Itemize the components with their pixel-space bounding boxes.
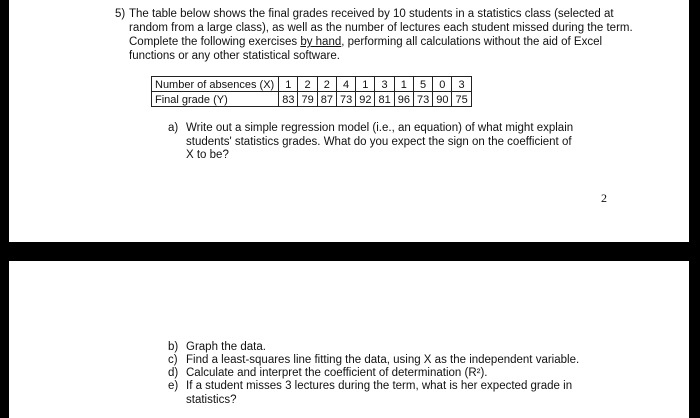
grade-cell: 87 <box>317 92 336 107</box>
grade-cell: 73 <box>336 92 355 107</box>
part-d-label: d) <box>168 367 179 379</box>
part-e <box>168 380 638 408</box>
part-d-text: Calculate and interpret the coefficient of determination (R²). <box>186 367 488 379</box>
page-top <box>9 0 689 242</box>
absences-row-label: Number of absences (X) <box>152 77 279 92</box>
part-e-line2: statistics? <box>186 393 237 406</box>
question-text-part2: , performing all calculations without the aid of Excel functions or any other statistical software. <box>129 36 603 62</box>
grade-cell: 90 <box>433 92 452 107</box>
grades-row-label: Final grade (Y) <box>152 92 279 107</box>
part-b-text: Graph the data. <box>186 341 266 353</box>
part-b-label: b) <box>168 341 179 353</box>
part-b <box>168 341 638 355</box>
part-a-line1: Write out a simple regression model (i.e., an equation) of what might explain <box>186 122 574 134</box>
part-a <box>168 122 628 164</box>
absence-cell: 0 <box>433 77 452 92</box>
part-e-label: e) <box>168 380 179 392</box>
absence-cell: 1 <box>279 77 298 92</box>
grades-row <box>152 92 472 107</box>
absence-cell: 3 <box>375 77 394 92</box>
absence-cell: 3 <box>452 77 471 92</box>
grade-cell: 81 <box>375 92 394 107</box>
question-text <box>129 7 649 63</box>
absence-cell: 4 <box>336 77 355 92</box>
part-e-line1: If a student misses 3 lectures during the term, what is her expected grade in <box>186 380 573 392</box>
grade-cell: 79 <box>298 92 317 107</box>
part-a-line2: students' statistics grades. What do you expect the sign on the coefficient of <box>186 135 572 148</box>
grade-cell: 92 <box>356 92 375 107</box>
question-text-part1: The table below shows the final grades received by 10 students in a statistics class (selected at random from a large class), as well as the number of lectures each student missed during the term. Complete the following exercises <box>129 8 633 48</box>
absence-cell: 1 <box>394 77 413 92</box>
absences-row <box>152 77 472 92</box>
data-table <box>151 76 472 107</box>
absence-cell: 2 <box>298 77 317 92</box>
question-number: 5) <box>115 8 126 20</box>
part-d <box>168 367 638 381</box>
part-c <box>168 354 638 368</box>
part-a-label: a) <box>168 122 179 134</box>
part-c-label: c) <box>168 354 178 366</box>
grade-cell: 73 <box>413 92 432 107</box>
grade-cell: 75 <box>452 92 471 107</box>
part-a-line3: X to be? <box>186 149 229 161</box>
grade-cell: 96 <box>394 92 413 107</box>
absence-cell: 1 <box>356 77 375 92</box>
absence-cell: 5 <box>413 77 432 92</box>
page-bottom <box>9 261 689 418</box>
question-underlined-text: by hand <box>300 36 342 48</box>
absence-cell: 2 <box>317 77 336 92</box>
part-c-text: Find a least-squares line fitting the data, using X as the independent variable. <box>186 354 580 366</box>
page-number: 2 <box>601 191 607 205</box>
grade-cell: 83 <box>279 92 298 107</box>
